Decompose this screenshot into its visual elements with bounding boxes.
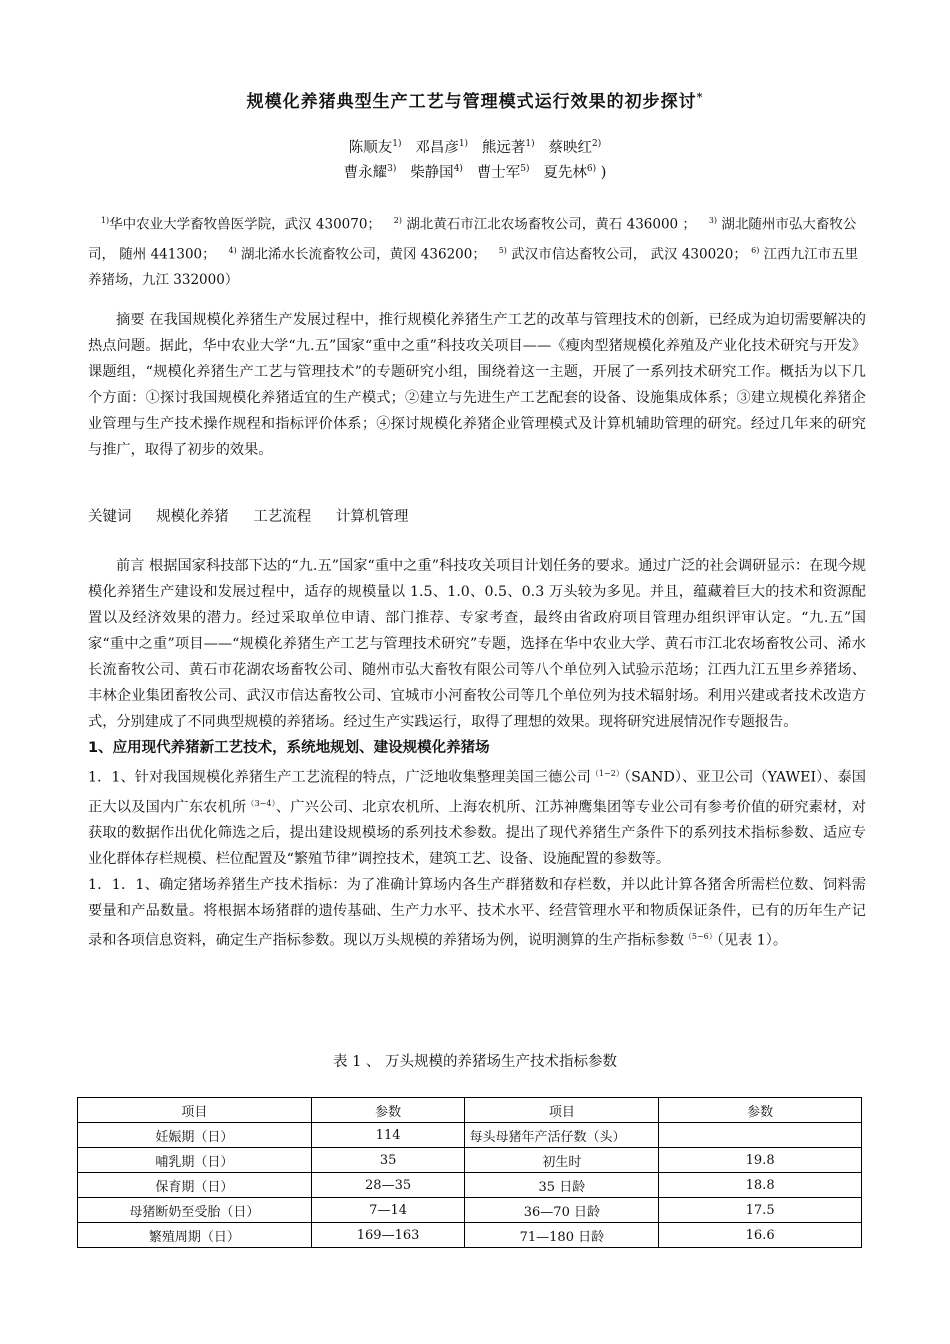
table-cell: 每头母猪年产活仔数（头） [465,1123,659,1148]
affiliation: 华中农业大学畜牧兽医学院，武汉 430070； [109,216,381,233]
author: 熊远著$^{1)}$ [481,139,535,156]
parameters-table [77,1097,862,1248]
citation: （5−6） [683,932,717,942]
paragraph-1-1-1: 1．1．1、确定猪场养猪生产技术指标：为了准确计算场内各生产群猪数和存栏数，并以此计算各猪舍所需栏位数、饲料需要量和产品数量。将根据本场猪群的遗传基础、生产力水平、技术水平、经营管理水平和物质保证条件，已有的历年生产记录和各项信息资料，确定生产指标参数。现以万头规模的养猪场为例，说明测算的生产指标参数$^{(5-6)}$（见表 1）。 [88,877,866,950]
affiliation: 湖北浠水长流畜牧公司，黄冈 436200； [241,246,486,262]
table-cell: 35 日龄 [465,1173,659,1198]
title-footnote-mark: * [696,90,704,104]
title-text: 规模化养猪典型生产工艺与管理模式运行效果的初步探讨 [246,92,697,112]
affiliation: 武汉市信达畜牧公司， 武汉 430020； [511,246,747,262]
citation: （3−4） [246,798,276,808]
column-header: 参数 [311,1098,465,1123]
column-header: 项目 [465,1098,659,1123]
table-cell: 7—14 [311,1198,465,1223]
section-heading: 1、应用现代养猪新工艺技术，系统地规划、建设规模化养猪场 [88,740,490,756]
table-cell [659,1123,862,1148]
table-caption: 表 1 、 万头规模的养猪场生产技术指标参数 [332,1054,618,1070]
paper-title [0,87,950,112]
author: 柴静国$^{4)}$ [410,164,463,181]
table-cell: 母猪断奶至受胎（日） [78,1198,312,1223]
author: 曹士军$^{5)}$ [476,164,530,181]
affiliation: 湖北随州市弘大畜牧公司， 随州 441300； [88,216,857,262]
table-row [78,1223,862,1248]
authors-line-1 [0,136,950,157]
keywords [88,505,428,526]
column-header: 参数 [659,1098,862,1123]
column-header: 项目 [78,1098,312,1123]
paragraph-1-1: 1．1、针对我国规模化养猪生产工艺流程的特点，广泛地收集整理美国三德公司$^{(1-2)}$（SAND）、亚卫公司（YAWEI）、泰国正大以及国内广东农机所$^{(3-4)}$、广兴公司、北京农机所、上海农机所、江苏神鹰集团等专业公司有参考价值的研究素材，对获取的数据作出优化筛选之后，提出建设规模场的系列技术参数。提出了现代养猪生产条件下的系列技术指标参数、适应专业化群体存栏规模、栏位配置及“繁殖节律”调控技术，建筑工艺、设备、设施配置的参数等。 [88,769,866,868]
keywords-label: 关键词 [88,509,132,525]
authors-line-2 [0,161,950,182]
table-cell: 哺乳期（日） [78,1148,312,1173]
table-cell: 28—35 [311,1173,465,1198]
table-cell: 35 [311,1148,465,1173]
table-cell: 妊娠期（日） [78,1123,312,1148]
preface-paragraph: 前言 根据国家科技部下达的“九.五”国家“重中之重”科技攻关项目计划任务的要求。通过广泛的社会调研显示：在现今规模化养猪生产建设和发展过程中，适存的规模量以 1.5、1.0、0.5、0.3 万头较为多见。并且，蕴藏着巨大的技术和资源配置以及经济效果的潜力。经过采取单位申请、部门推荐、专家考查，最终由省政府项目管理办组织评审认定。“九.五”国家“重中之重”项目——“规模化养猪生产工艺与管理技术研究”专题，选择在华中农业大学、黄石市江北农场畜牧公司、浠水长流畜牧公司、黄石市花湖农场畜牧公司、随州市弘大畜牧有限公司等八个单位列入试验示范场；江西九江五里乡养猪场、丰林企业集团畜牧公司、武汉市信达畜牧公司、宜城市小河畜牧公司等几个单位列为技术辐射场。利用兴建或者技术改造方式，分别建成了不同典型规模的养猪场。经过生产实践运行，取得了理想的效果。现将研究进展情况作专题报告。 [88,558,866,730]
affiliation: 江西九江市五里养猪场，九江 332000） [88,246,859,288]
table-row [78,1148,862,1173]
author: 陈顺友$^{1)}$ [348,139,402,156]
table-cell: 36—70 日龄 [465,1198,659,1223]
table-cell: 繁殖周期（日） [78,1223,312,1248]
table-cell: 114 [311,1123,465,1148]
author: 夏先林$^{6)}$ [543,164,597,181]
citation: （1−2） [590,769,624,778]
author: 曹永耀$^{3)}$ [343,164,397,181]
table-cell: 保育期（日） [78,1173,312,1198]
keyword: 规模化养猪 [156,509,229,525]
table-cell: 71—180 日龄 [465,1223,659,1248]
table-cell: 19.8 [659,1148,862,1173]
abstract: 摘要 在我国规模化养猪生产发展过程中，推行规模化养猪生产工艺的改革与管理技术的创新，已经成为迫切需要解决的热点问题。据此，华中农业大学“九.五”国家“重中之重”科技攻关项目——《瘦肉型猪规模化养殖及产业化技术研究与开发》课题组，“规模化养猪生产工艺与管理技术”的专题研究小组，围绕着这一主题，开展了一系列技术研究工作。概括为以下几个方面：①探讨我国规模化养猪适宜的生产模式；②建立与先进生产工艺配套的设备、设施集成体系；③建立规模化养猪企业管理与生产技术操作规程和指标评价体系；④探讨规模化养猪企业管理模式及计算机辅助管理的研究。经过几年来的研究与推广，取得了初步的效果。 [88,312,866,458]
keyword: 计算机管理 [335,509,409,525]
affiliations: $^{1)}$华中农业大学畜牧兽医学院，武汉 430070； $^{2)}$ 湖北黄石市江北农场畜牧公司，黄石 436000 ； $^{3)}$ 湖北随州市弘大畜牧公司， 随州 441300； $^{4)}$ 湖北浠水长流畜牧公司，黄冈 436200； $^{5)}$ 武汉市信达畜牧公司， 武汉 430020； $^{6)}$ 江西九江市五里养猪场，九江 332000） [88,216,859,288]
table-row [78,1198,862,1223]
main-text [88,553,866,954]
table-cell: 18.8 [659,1173,862,1198]
affiliation: 湖北黄石市江北农场畜牧公司，黄石 436000 ； [406,216,696,233]
author: 蔡映红$^{2)}$ [548,139,602,156]
table-cell: 17.5 [659,1198,862,1223]
table-row [78,1123,862,1148]
authors-tail: ) [600,165,607,181]
table-cell: 16.6 [659,1223,862,1248]
author: 邓昌彦$^{1)}$ [415,139,469,156]
keyword: 工艺流程 [253,509,312,525]
table-row [78,1173,862,1198]
table-cell: 初生时 [465,1148,659,1173]
table-cell: 169—163 [311,1223,465,1248]
table-header-row [78,1098,862,1123]
